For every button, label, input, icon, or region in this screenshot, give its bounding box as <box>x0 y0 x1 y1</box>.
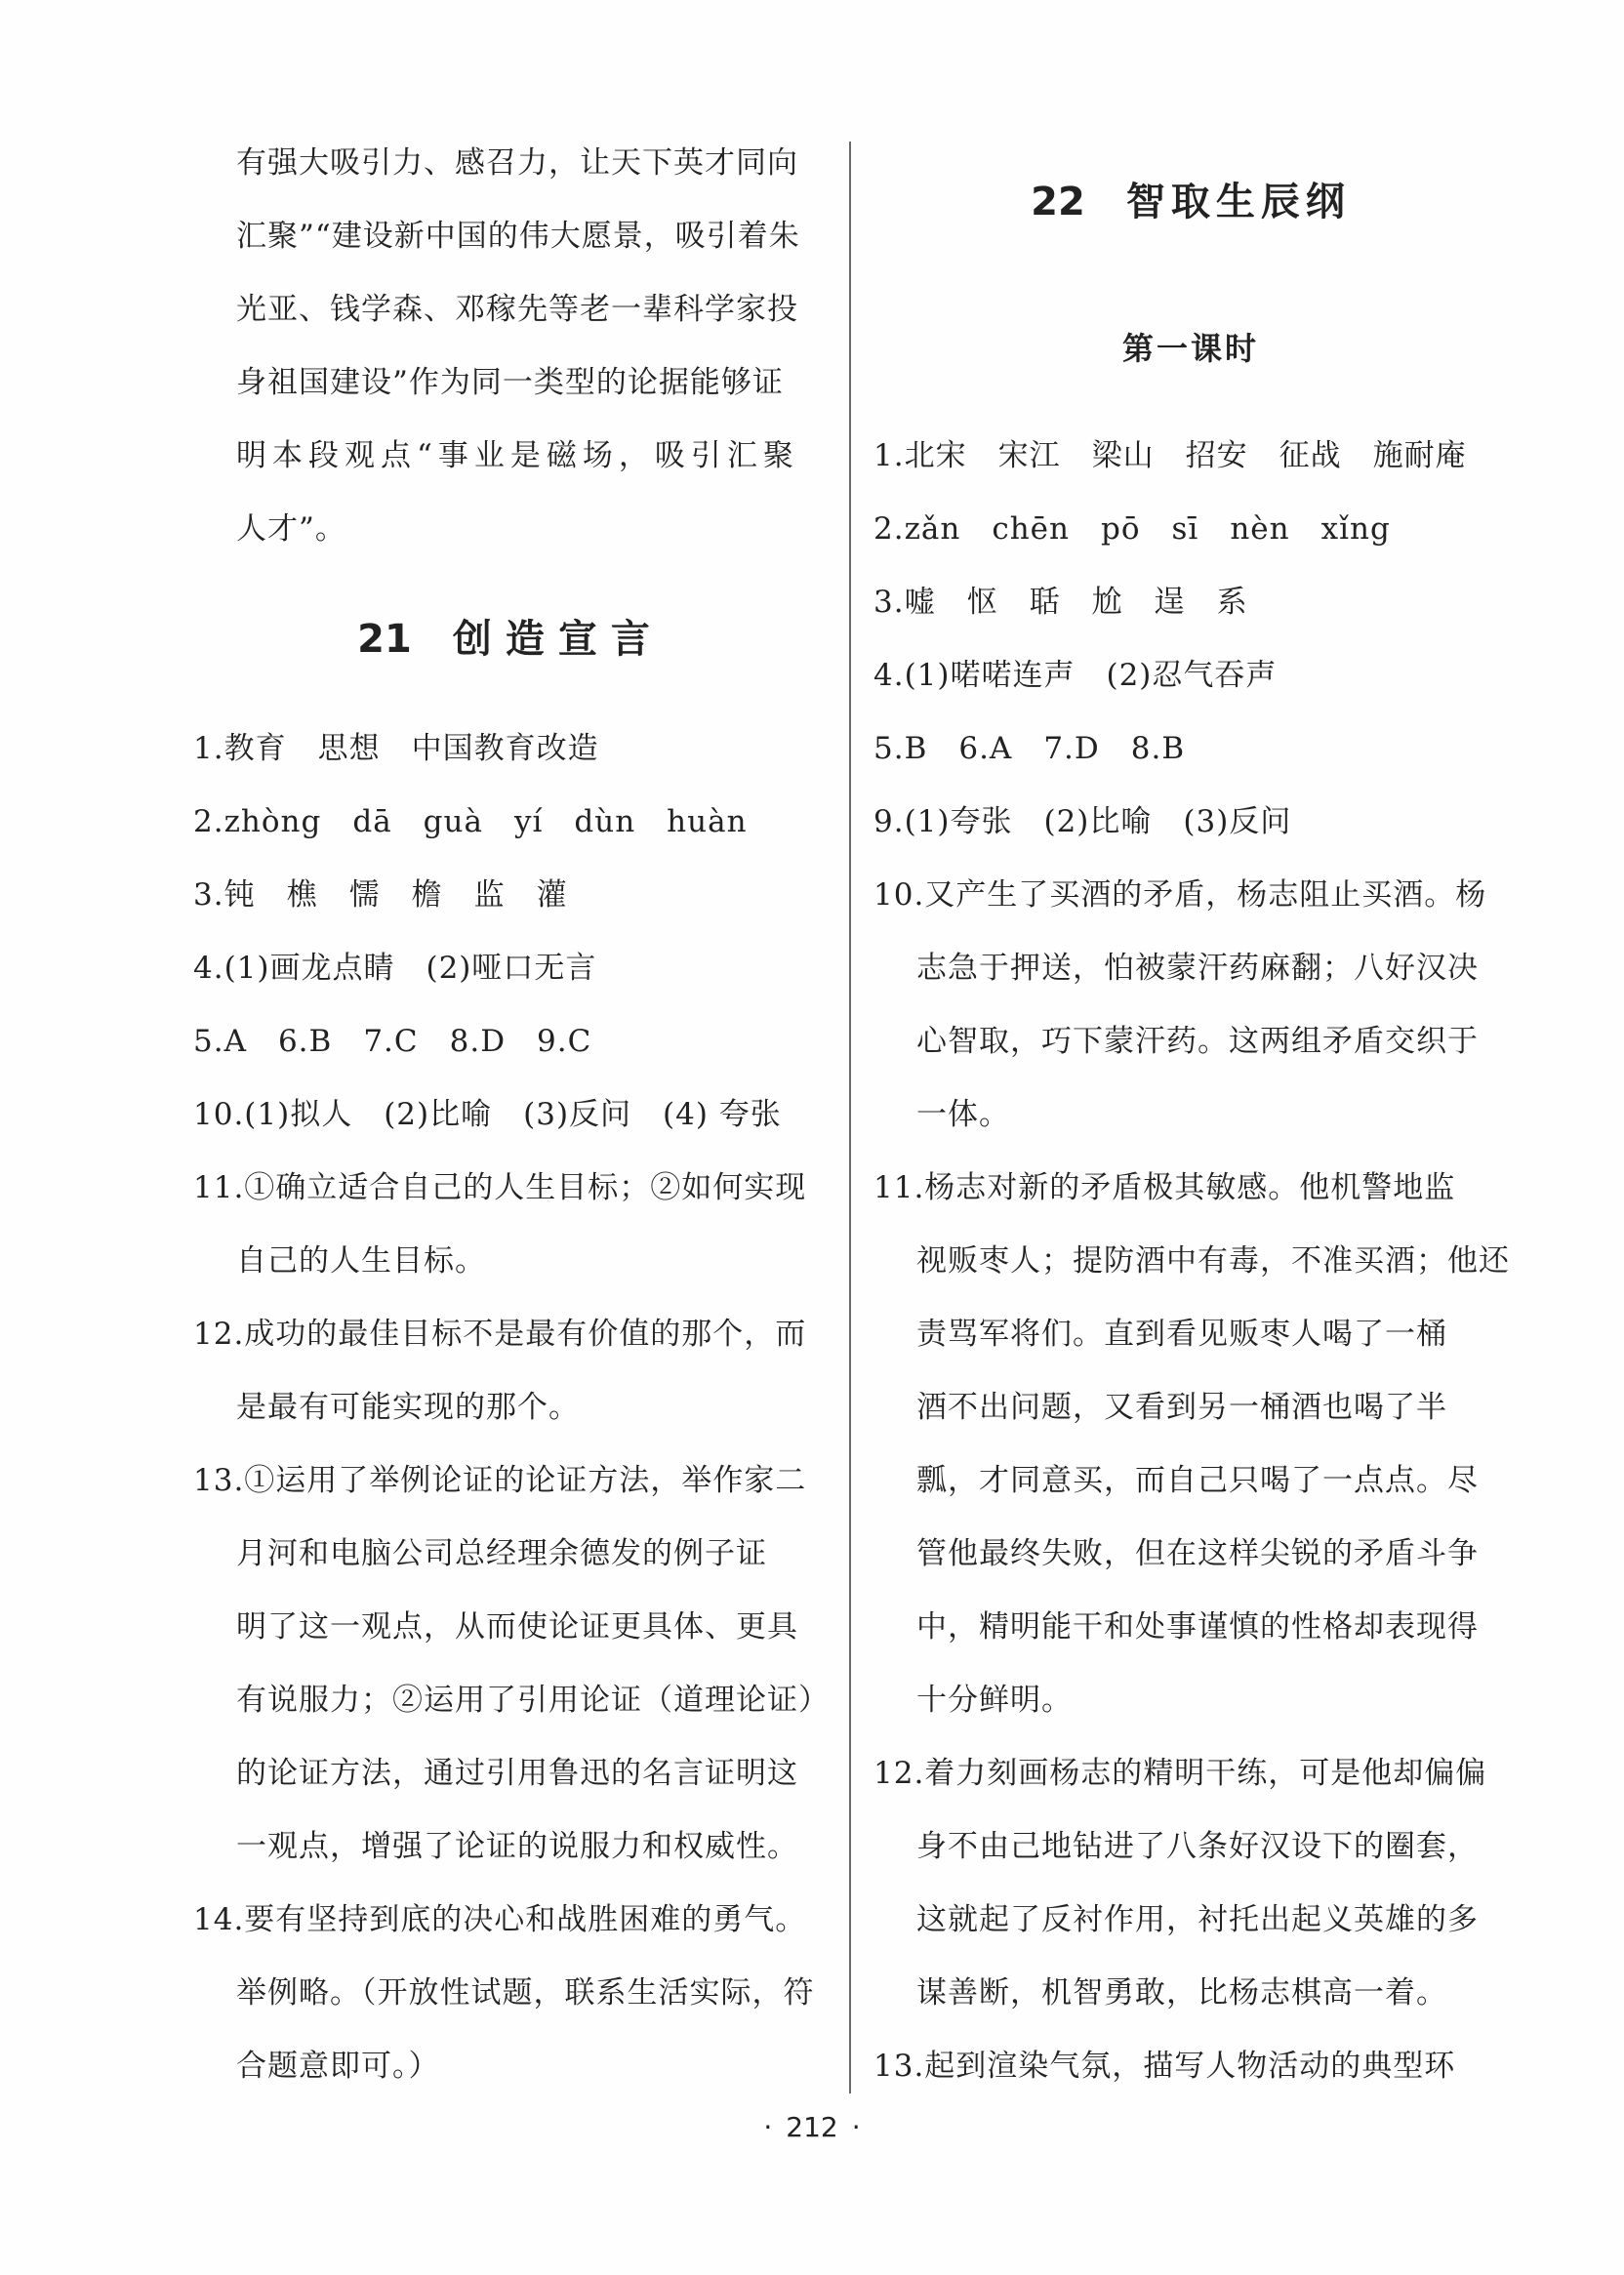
text-line: 明本段观点“事业是磁场，吸引汇聚 <box>236 438 799 473</box>
answer-line: 11.①确立适合自己的人生目标；②如何实现 <box>193 1170 807 1205</box>
answer-line: 中，精明能干和处事谨慎的性格却表现得 <box>916 1609 1479 1645</box>
answer-line: 是最有可能实现的那个。 <box>236 1390 580 1425</box>
answer-line: 1.教育 思想 中国教育改造 <box>193 731 599 766</box>
answer-line: 视贩枣人；提防酒中有毒，不准买酒；他还 <box>916 1243 1510 1279</box>
section-title-22 <box>873 127 1508 278</box>
lesson-title: 第一课时 <box>1121 330 1259 367</box>
answer-line: 瓢，才同意买，而自己只喝了一点点。尽 <box>916 1463 1479 1498</box>
section-title-21 <box>193 566 828 712</box>
answer-line: 14.要有坚持到底的决心和战胜困难的勇气。 <box>193 1902 807 1937</box>
answer-line: 4.(1)喏喏连声 (2)忍气吞声 <box>873 658 1278 693</box>
text-line: 光亚、钱学森、邓稼先等老一辈科学家投 <box>236 292 798 327</box>
answer-line: 谋善断，机智勇敢，比杨志棋高一着。 <box>916 1975 1447 2011</box>
answer-line: 3.钝 樵 懦 檐 监 灌 <box>193 877 568 913</box>
column-divider <box>849 142 851 2093</box>
section-title-text: 创造宣言 <box>452 617 664 662</box>
answer-line: 一观点，增强了论证的说服力和权威性。 <box>236 1829 798 1864</box>
answer-line: 自己的人生目标。 <box>236 1243 486 1279</box>
answer-line: 管他最终失败，但在这样尖锐的矛盾斗争 <box>916 1536 1479 1571</box>
answer-line: 的论证方法，通过引用鲁迅的名言证明这 <box>236 1756 798 1791</box>
answer-line: 11.杨志对新的矛盾极其敏感。他机警地监 <box>873 1170 1456 1205</box>
answer-line: 10.又产生了买酒的矛盾，杨志阻止买酒。杨 <box>873 877 1487 913</box>
answer-line: 13.①运用了举例论证的论证方法，举作家二 <box>193 1463 807 1498</box>
answer-line: 合题意即可。） <box>236 2049 440 2084</box>
answer-line: 有说服力；②运用了引用论证（道理论证） <box>236 1683 830 1718</box>
section-number: 21 <box>357 617 412 662</box>
answer-line: 5.B 6.A 7.D 8.B <box>873 731 1186 766</box>
answer-line: 举例略。（开放性试题，联系生活实际，符 <box>236 1975 815 2011</box>
answer-line: 一体。 <box>916 1097 1010 1132</box>
answer-line: 这就起了反衬作用，衬托出起义英雄的多 <box>916 1902 1479 1937</box>
answer-line: 13.起到渲染气氛，描写人物活动的典型环 <box>873 2049 1456 2084</box>
answer-line: 4.(1)画龙点睛 (2)哑口无言 <box>193 951 597 986</box>
answer-line: 身不由己地钻进了八条好汉设下的圈套， <box>916 1829 1479 1864</box>
answer-line: 12.成功的最佳目标不是最有价值的那个，而 <box>193 1317 807 1352</box>
answer-line: 酒不出问题，又看到另一桶酒也喝了半 <box>916 1390 1447 1425</box>
text-line: 身祖国建设”作为同一类型的论据能够证 <box>236 365 784 400</box>
page-number-bullet: · <box>763 2111 773 2143</box>
page-number-bullet: · <box>851 2111 861 2143</box>
answer-line: 十分鲜明。 <box>916 1683 1073 1718</box>
section-title-text: 智取生辰纲 <box>1125 180 1351 224</box>
page-number-value: 212 <box>786 2111 838 2143</box>
answer-line: 3.嘘 怄 聒 尬 逞 系 <box>873 585 1248 620</box>
text-line: 人才”。 <box>236 511 346 547</box>
answer-line: 月河和电脑公司总经理余德发的例子证 <box>236 1536 767 1571</box>
answer-line: 1.北宋 宋江 梁山 招安 征战 施耐庵 <box>873 438 1467 473</box>
answer-line: 2.zǎn chēn pō sī nèn xǐng <box>873 511 1391 547</box>
answer-line: 10.(1)拟人 (2)比喻 (3)反问 (4) 夸张 <box>193 1097 782 1132</box>
answer-line: 责骂军将们。直到看见贩枣人喝了一桶 <box>916 1317 1447 1352</box>
text-line: 汇聚”“建设新中国的伟大愿景，吸引着朱 <box>236 219 800 254</box>
left-column <box>193 127 828 2103</box>
answer-line: 2.zhòng dā guà yí dùn huàn <box>193 804 748 839</box>
text-line: 有强大吸引力、感召力，让天下英才同向 <box>236 145 798 181</box>
answer-line: 志急于押送，怕被蒙汗药麻翻；八好汉决 <box>916 951 1479 986</box>
page-number <box>0 2103 1624 2152</box>
section-number: 22 <box>1031 180 1085 224</box>
right-column <box>873 127 1508 2103</box>
answer-line: 12.着力刻画杨志的精明干练，可是他却偏偏 <box>873 1756 1487 1791</box>
answer-line: 5.A 6.B 7.C 8.D 9.C <box>193 1024 592 1059</box>
answer-line: 明了这一观点，从而使论证更具体、更具 <box>236 1609 798 1645</box>
answer-line: 心智取，巧下蒙汗药。这两组矛盾交织于 <box>916 1024 1479 1059</box>
answer-line: 9.(1)夸张 (2)比喻 (3)反问 <box>873 804 1292 839</box>
